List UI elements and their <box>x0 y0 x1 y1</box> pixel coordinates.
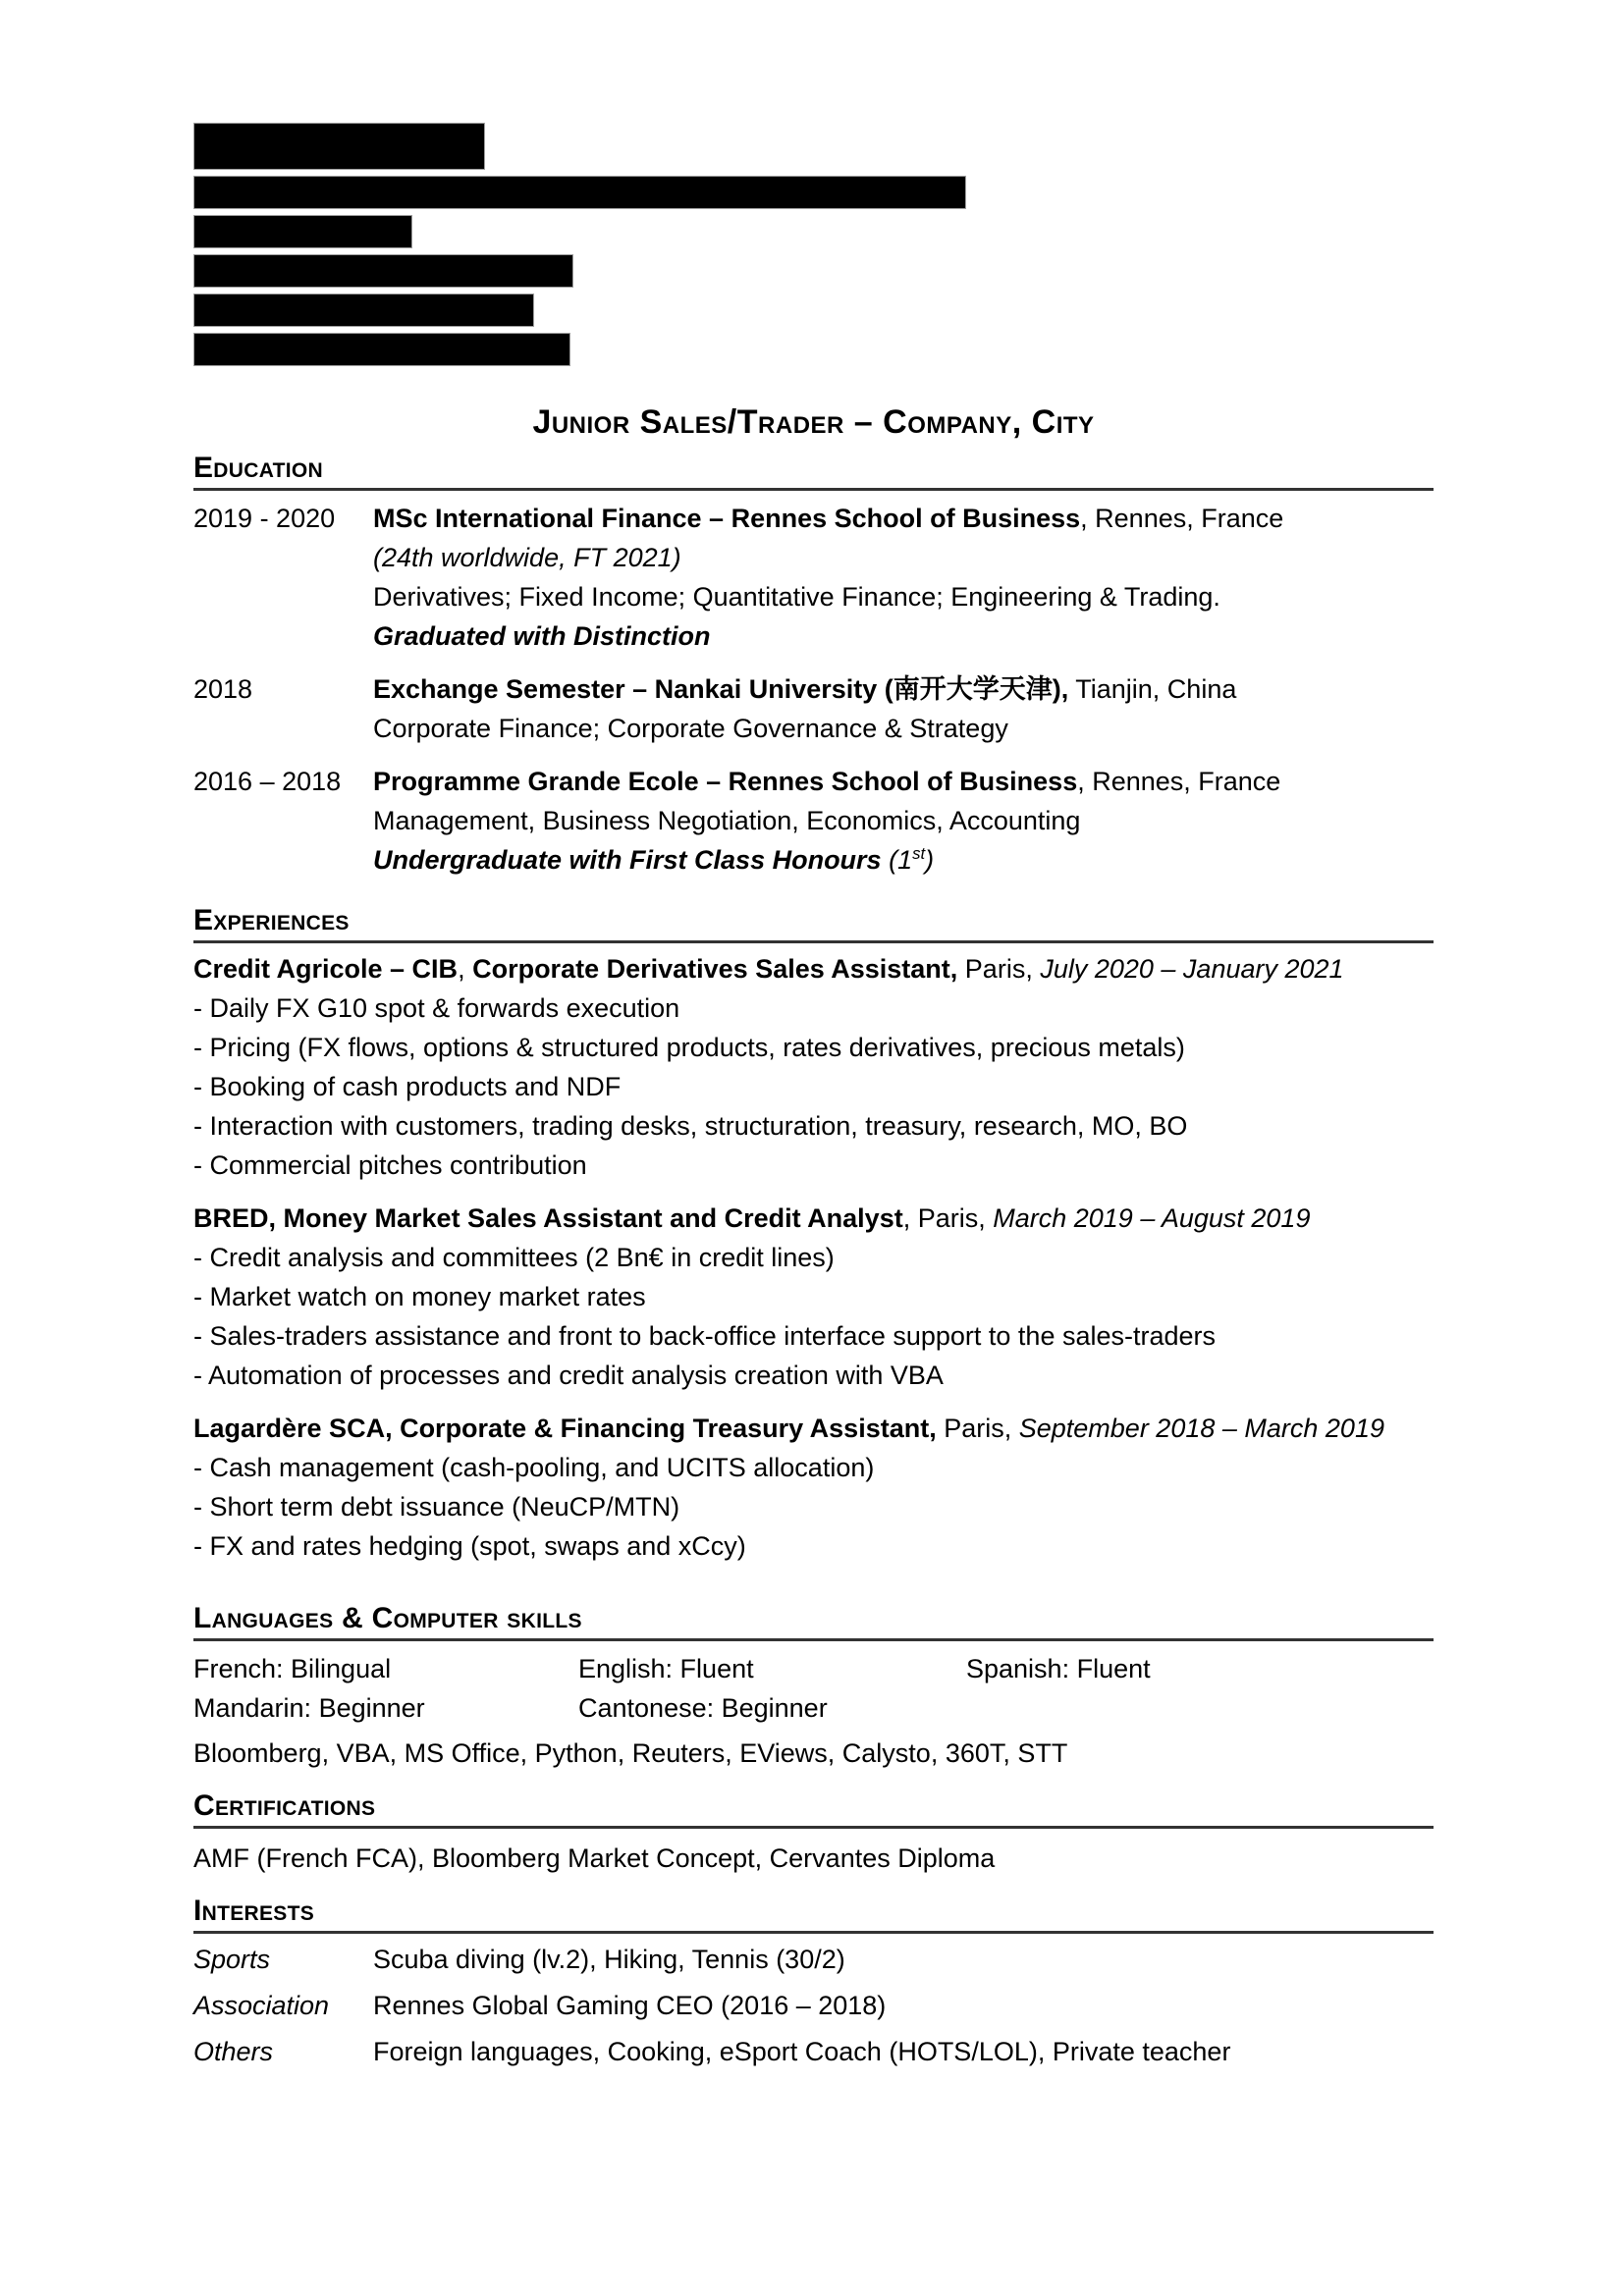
text-segment: ) <box>925 845 935 875</box>
text-segment: BRED, Money Market Sales Assistant and Credit Analyst <box>193 1203 903 1233</box>
redacted-bar <box>193 176 966 209</box>
job-bullet: - Cash management (cash-pooling, and UCITS allocation) <box>193 1453 875 1482</box>
education-degree-line <box>373 669 1434 709</box>
interest-value: Foreign languages, Cooking, eSport Coach (HOTS/LOL), Private teacher <box>373 2037 1231 2066</box>
text-segment: Paris, <box>936 1414 1019 1443</box>
language-entry-cantonese: Cantonese: Beginner <box>578 1693 828 1723</box>
education-honours-line <box>373 840 1434 880</box>
section-experiences <box>193 905 1434 1566</box>
job-bullet: - Credit analysis and committees (2 Bn€ in credit lines) <box>193 1243 835 1272</box>
text-segment: Tianjin, China <box>1068 674 1237 704</box>
experience-jobs <box>193 949 1434 1566</box>
education-honours-line <box>373 616 1434 656</box>
education-courses-line <box>373 709 1434 748</box>
text-segment: September 2018 – March 2019 <box>1018 1414 1384 1443</box>
certifications-heading: Certifications <box>193 1790 1434 1829</box>
job-header <box>193 1199 1434 1238</box>
education-row-grande-ecole <box>193 762 1434 880</box>
education-period: 2016 – 2018 <box>193 767 342 796</box>
text-segment: Corporate Finance; Corporate Governance & Strategy <box>373 714 1008 743</box>
job-lagardere <box>193 1409 1434 1566</box>
job-bullet: - Market watch on money market rates <box>193 1282 646 1311</box>
redacted-bar <box>193 294 534 327</box>
language-entry-mandarin: Mandarin: Beginner <box>193 1693 425 1723</box>
job-header <box>193 949 1434 988</box>
text-segment: Exchange Semester – Nankai University (南开大学天津), <box>373 674 1069 704</box>
language-entry-french: French: Bilingual <box>193 1654 392 1683</box>
languages-grid <box>193 1649 1434 1728</box>
text-segment: Management, Business Negotiation, Economics, Accounting <box>373 806 1081 835</box>
job-bullet: - Interaction with customers, trading desks, structuration, treasury, research, MO, BO <box>193 1111 1188 1141</box>
redacted-contact-block <box>193 123 1434 366</box>
job-bullet: - Commercial pitches contribution <box>193 1150 587 1180</box>
section-languages <box>193 1603 1434 1773</box>
job-bullet: - Booking of cash products and NDF <box>193 1072 622 1101</box>
interest-label: Others <box>193 2037 274 2066</box>
text-segment: Derivatives; Fixed Income; Quantitative Finance; Engineering & Trading. <box>373 582 1220 612</box>
education-details <box>373 669 1434 748</box>
job-bullet: - Automation of processes and credit analysis creation with VBA <box>193 1361 944 1390</box>
interest-row-sports <box>193 1940 1434 1979</box>
interest-label: Association <box>193 1991 330 2020</box>
job-bred <box>193 1199 1434 1395</box>
language-entry-spanish: Spanish: Fluent <box>966 1654 1151 1683</box>
text-segment: Undergraduate with First Class Honours <box>373 845 882 875</box>
text-segment: , Rennes, France <box>1077 767 1281 796</box>
education-ranking-line <box>373 538 1434 577</box>
interest-label: Sports <box>193 1945 271 1974</box>
education-details <box>373 499 1434 656</box>
text-segment: March 2019 – August 2019 <box>993 1203 1311 1233</box>
language-entry-english: English: Fluent <box>578 1654 754 1683</box>
section-certifications <box>193 1790 1434 1878</box>
education-row-exchange <box>193 669 1434 748</box>
job-bullet: - Short term debt issuance (NeuCP/MTN) <box>193 1492 680 1522</box>
text-segment: Graduated with Distinction <box>373 621 711 651</box>
interest-row-association <box>193 1986 1434 2025</box>
text-segment: , <box>458 954 473 984</box>
job-bullet: - Daily FX G10 spot & forwards execution <box>193 993 680 1023</box>
text-segment: (1 <box>881 845 913 875</box>
education-degree-line <box>373 762 1434 801</box>
education-courses-line <box>373 577 1434 616</box>
education-period: 2019 - 2020 <box>193 504 336 533</box>
computer-skills-line: Bloomberg, VBA, MS Office, Python, Reuters, EViews, Calysto, 360T, STT <box>193 1738 1068 1768</box>
experiences-heading: Experiences <box>193 905 1434 943</box>
languages-heading: Languages & Computer skills <box>193 1603 1434 1641</box>
redacted-bar <box>193 123 485 170</box>
text-segment: st <box>912 844 926 863</box>
page-title: Junior Sales/Trader – Company, City <box>532 403 1095 441</box>
interest-value: Rennes Global Gaming CEO (2016 – 2018) <box>373 1991 887 2020</box>
text-segment: July 2020 – January 2021 <box>1040 954 1344 984</box>
text-segment: Corporate Derivatives Sales Assistant, <box>472 954 958 984</box>
redacted-bar <box>193 254 573 288</box>
text-segment: Paris, <box>957 954 1041 984</box>
text-segment: Lagardère SCA, Corporate & Financing Treasury Assistant, <box>193 1414 937 1443</box>
job-credit-agricole <box>193 949 1434 1185</box>
text-segment: , Rennes, France <box>1080 504 1284 533</box>
education-courses-line <box>373 801 1434 840</box>
education-degree-line <box>373 499 1434 538</box>
text-segment: Credit Agricole – CIB <box>193 954 459 984</box>
job-bullet: - FX and rates hedging (spot, swaps and xCcy) <box>193 1531 746 1561</box>
job-bullet: - Pricing (FX flows, options & structured products, rates derivatives, precious metals) <box>193 1033 1185 1062</box>
text-segment: MSc International Finance – Rennes School of Business <box>373 504 1081 533</box>
education-period: 2018 <box>193 674 253 704</box>
interest-value: Scuba diving (lv.2), Hiking, Tennis (30/2) <box>373 1945 845 1974</box>
section-interests <box>193 1896 1434 2071</box>
redacted-bar <box>193 215 412 248</box>
interest-row-others <box>193 2032 1434 2071</box>
education-row-msc <box>193 499 1434 656</box>
education-rows <box>193 499 1434 880</box>
education-heading: Education <box>193 453 1434 491</box>
redacted-bar <box>193 333 570 366</box>
text-segment: Programme Grande Ecole – Rennes School of Business <box>373 767 1078 796</box>
text-segment: (24th worldwide, FT 2021) <box>373 543 681 572</box>
section-education <box>193 453 1434 880</box>
education-details <box>373 762 1434 880</box>
certifications-line: AMF (French FCA), Bloomberg Market Concept, Cervantes Diploma <box>193 1843 996 1873</box>
interests-rows <box>193 1940 1434 2071</box>
text-segment: , Paris, <box>902 1203 994 1233</box>
job-bullet: - Sales-traders assistance and front to back-office interface support to the sales-traders <box>193 1321 1217 1351</box>
interests-heading: Interests <box>193 1896 1434 1934</box>
job-header <box>193 1409 1434 1448</box>
